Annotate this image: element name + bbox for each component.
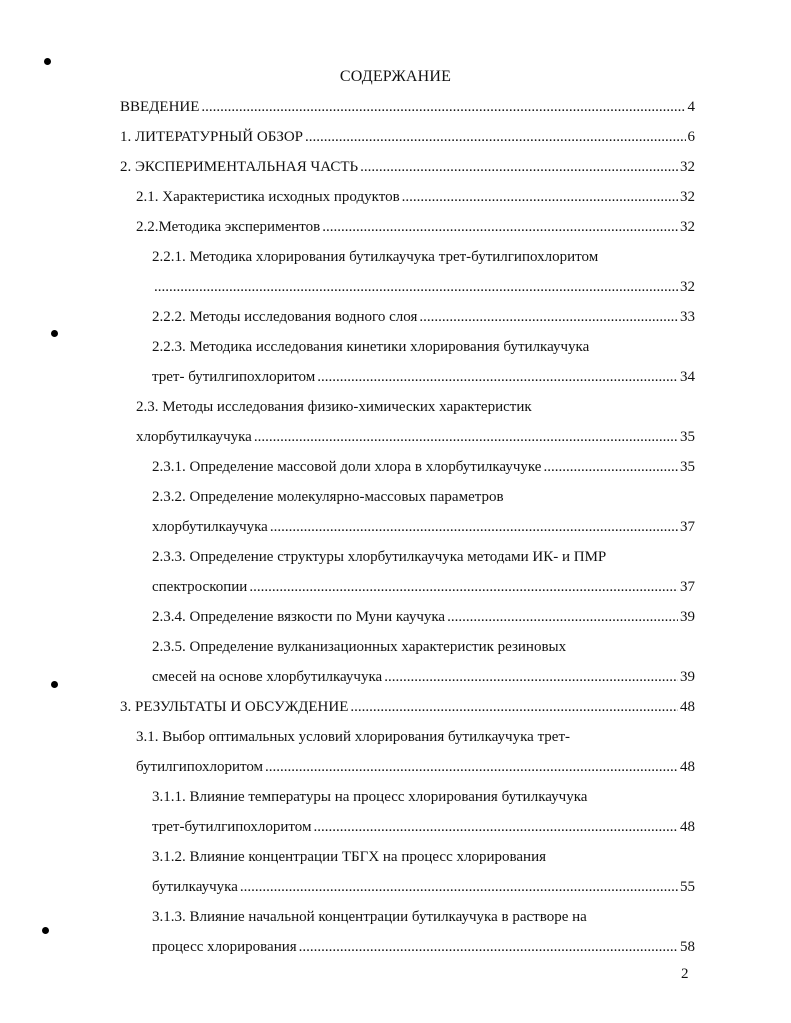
toc-entry-page: 32 [680,279,695,295]
toc-entry [152,516,695,538]
toc-leader [543,456,678,478]
toc-leader [350,696,678,718]
toc-entry [120,96,695,118]
toc-entry-page: 37 [680,579,695,595]
toc-leader [419,306,678,328]
toc-entry-page: 55 [680,879,695,895]
toc-entry [152,606,695,628]
toc-leader [384,666,678,688]
toc-entry [120,126,695,148]
toc-leader [360,156,678,178]
toc-leader [249,576,678,598]
toc-entry-text: 2.3.1. Определение массовой доли хлора в хлорбутилкаучуке [152,459,542,475]
toc-entry-text-continued: трет-бутилгипохлоритом [152,819,312,835]
toc-entry-text: 3.1.1. Влияние температуры на процесс хлорирования бутилкаучука [152,789,588,805]
toc-entry-page: 32 [680,159,695,175]
toc-entry-text: 3. РЕЗУЛЬТАТЫ И ОБСУЖДЕНИЕ [120,699,349,715]
toc-entry-text: 2.2.3. Методика исследования кинетики хлорирования бутилкаучука [152,339,590,355]
toc-entry-page: 58 [680,939,695,955]
toc-entry [120,156,695,178]
scan-speck [44,58,51,65]
toc-entry [152,816,695,838]
toc-leader [265,756,678,778]
toc-entry [152,666,695,688]
toc-leader [201,96,685,118]
toc-entry [136,186,695,208]
toc-entry-text: 2.2.2. Методы исследования водного слоя [152,309,418,325]
toc-leader [447,606,678,628]
toc-entry-text-continued: процесс хлорирования [152,939,297,955]
toc-entry-text: 2.3.3. Определение структуры хлорбутилкаучука методами ИК- и ПМР [152,549,607,565]
toc-entry-text-continued: хлорбутилкаучука [136,429,252,445]
toc-entry-page: 48 [680,699,695,715]
toc-entry [152,876,695,898]
page-title: СОДЕРЖАНИЕ [339,68,452,85]
toc-entry-text: 3.1.3. Влияние начальной концентрации бутилкаучука в растворе на [152,909,587,925]
scan-speck [42,927,49,934]
toc-entry-page: 6 [687,129,695,145]
toc-entry-text-continued: спектроскопии [152,579,248,595]
toc-entry [136,756,695,778]
toc-entry-text-continued: бутилгипохлоритом [136,759,264,775]
toc-entry-text: 2.3.2. Определение молекулярно-массовых параметров [152,489,504,505]
toc-entry-text: 3.1.2. Влияние концентрации ТБГХ на процесс хлорирования [152,849,546,865]
toc-entry-text: 2.2.Методика экспериментов [136,219,321,235]
toc-leader [322,216,678,238]
toc-entry-text: 2.1. Характеристика исходных продуктов [136,189,400,205]
scan-speck [51,681,58,688]
toc-entry-text: ВВЕДЕНИЕ [120,99,200,115]
toc-entry-text: 2.3. Методы исследования физико-химических характеристик [136,399,532,415]
toc-entry-page: 32 [680,189,695,205]
toc-entry-page: 39 [680,669,695,685]
toc-leader [254,426,678,448]
toc-entry [152,456,695,478]
toc-entry-page: 39 [680,609,695,625]
toc-entry-page: 37 [680,519,695,535]
toc-entry [152,576,695,598]
toc-entry-text-continued: смесей на основе хлорбутилкаучука [152,669,383,685]
toc-entry-page: 35 [680,429,695,445]
toc-entry [120,696,695,718]
toc-entry [136,216,695,238]
toc-leader [305,126,685,148]
toc-entry-text-continued: бутилкаучука [152,879,238,895]
toc-leader [240,876,678,898]
toc-entry [152,276,695,298]
scan-speck [51,330,58,337]
toc-entry-text: 2. ЭКСПЕРИМЕНТАЛЬНАЯ ЧАСТЬ [120,159,359,175]
toc-leader [317,366,678,388]
toc-leader [314,816,679,838]
toc-entry-page: 48 [680,819,695,835]
toc-entry-page: 4 [687,99,695,115]
toc-entry-page: 35 [680,459,695,475]
toc-entry-text: 1. ЛИТЕРАТУРНЫЙ ОБЗОР [120,129,304,145]
toc-entry-text: 2.3.4. Определение вязкости по Муни каучука [152,609,446,625]
toc-leader [402,186,678,208]
toc-entry-page: 33 [680,309,695,325]
toc-entry-page: 48 [680,759,695,775]
toc-entry-text: 2.2.1. Методика хлорирования бутилкаучука трет-бутилгипохлоритом [152,249,599,265]
toc-leader [154,276,678,298]
toc-entry [136,426,695,448]
toc-entry-page: 34 [680,369,695,385]
toc-entry [152,366,695,388]
toc-entry-text: 2.3.5. Определение вулканизационных характеристик резиновых [152,639,567,655]
toc-entry [152,306,695,328]
toc-entry-page: 32 [680,219,695,235]
toc-entry [152,936,695,958]
page-number: 2 [681,966,689,982]
toc-leader [270,516,678,538]
toc-entry-text: 3.1. Выбор оптимальных условий хлорирования бутилкаучука трет- [136,729,571,745]
toc-entry-text-continued: хлорбутилкаучука [152,519,268,535]
toc-leader [299,936,678,958]
toc-entry-text-continued: трет- бутилгипохлоритом [152,369,316,385]
